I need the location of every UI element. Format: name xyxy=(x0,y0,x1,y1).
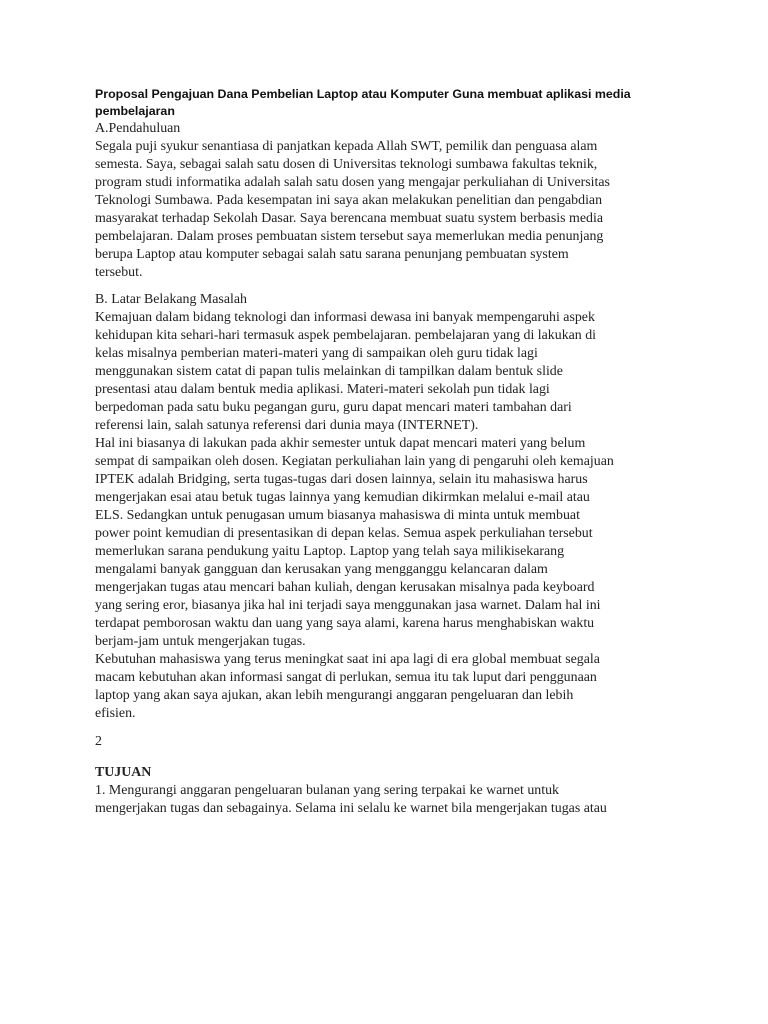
section-a-heading: A.Pendahuluan xyxy=(95,121,181,136)
text-line: macam kebutuhan akan informasi sangat di perlukan, semua itu tak luput dari penggunaan xyxy=(95,670,597,685)
text-line: masyarakat terhadap Sekolah Dasar. Saya berencana membuat suatu system berbasis media xyxy=(95,211,603,226)
text-line: menggunakan sistem catat di papan tulis melainkan di tampilkan dalam bentuk slide xyxy=(95,364,563,379)
text-line: IPTEK adalah Bridging, serta tugas-tugas dari dosen lainnya, selain itu mahasiswa harus xyxy=(95,472,588,487)
text-line: yang sering eror, biasanya jika hal ini terjadi saya menggunakan jasa warnet. Dalam hal ini xyxy=(95,598,601,613)
text-line: laptop yang akan saya ajukan, akan lebih mengurangi anggaran pengeluaran dan lebih xyxy=(95,688,574,703)
text-line: kehidupan kita sehari-hari termasuk aspek pembelajaran. pembelajaran yang di lakukan di xyxy=(95,328,597,343)
text-line: mengalami banyak gangguan dan kerusakan yang mengganggu kelancaran dalam xyxy=(95,562,548,577)
text-line: ELS. Sedangkan untuk penugasan umum biasanya mahasiswa di minta untuk membuat xyxy=(95,508,580,523)
title-line: Proposal Pengajuan Dana Pembelian Laptop atau Komputer Guna membuat aplikasi media xyxy=(95,87,631,101)
section-b-heading: B. Latar Belakang Masalah xyxy=(95,292,247,307)
text-line: efisien. xyxy=(95,706,136,721)
section-a-paragraph xyxy=(95,138,685,282)
text-line: Kebutuhan mahasiswa yang terus meningkat saat ini apa lagi di era global membuat segala xyxy=(95,652,600,667)
text-line: 1. Mengurangi anggaran pengeluaran bulanan yang sering terpakai ke warnet untuk xyxy=(95,783,560,798)
document-page xyxy=(95,86,685,818)
text-line: presentasi atau dalam bentuk media aplikasi. Materi-materi sekolah pun tidak lagi xyxy=(95,382,550,397)
section-b-paragraph-1 xyxy=(95,309,685,435)
title-line: pembelajaran xyxy=(95,104,175,118)
text-line: Kemajuan dalam bidang teknologi dan informasi dewasa ini banyak mempengaruhi aspek xyxy=(95,310,595,325)
text-line: memerlukan sarana pendukung yaitu Laptop. Laptop yang telah saya milikisekarang xyxy=(95,544,565,559)
document-title xyxy=(95,86,685,120)
page-number: 2 xyxy=(95,734,102,749)
tujuan-item-1 xyxy=(95,782,685,818)
section-b-paragraph-3 xyxy=(95,651,685,723)
text-line: program studi informatika adalah salah satu dosen yang mengajar perkuliahan di Universitas xyxy=(95,175,610,190)
text-line: berjam-jam untuk mengerjakan tugas. xyxy=(95,634,306,649)
text-line: terdapat pemborosan waktu dan uang yang saya alami, karena harus menghabiskan waktu xyxy=(95,616,595,631)
text-line: pembelajaran. Dalam proses pembuatan sistem tersebut saya memerlukan media penunjang xyxy=(95,229,604,244)
text-line: Segala puji syukur senantiasa di panjatkan kepada Allah SWT, pemilik dan penguasa alam xyxy=(95,139,598,154)
text-line: mengerjakan tugas atau mencari bahan kuliah, dengan kerusakan misalnya pada keyboard xyxy=(95,580,595,595)
text-line: Teknologi Sumbawa. Pada kesempatan ini saya akan melakukan penelitian dan pengabdian xyxy=(95,193,603,208)
tujuan-heading: TUJUAN xyxy=(95,765,152,780)
text-line: Hal ini biasanya di lakukan pada akhir semester untuk dapat mencari materi yang belum xyxy=(95,436,586,451)
text-line: mengerjakan esai atau betuk tugas lainnya yang kemudian dikirmkan melalui e-mail atau xyxy=(95,490,590,505)
section-b-paragraph-2 xyxy=(95,435,685,651)
text-line: berpedoman pada satu buku pegangan guru, guru dapat mencari materi tambahan dari xyxy=(95,400,572,415)
text-line: referensi lain, salah satunya referensi dari dunia maya (INTERNET). xyxy=(95,418,479,433)
text-line: tersebut. xyxy=(95,265,143,280)
text-line: sempat di sampaikan oleh dosen. Kegiatan perkuliahan lain yang di pengaruhi oleh kemajuan xyxy=(95,454,614,469)
text-line: mengerjakan tugas dan sebagainya. Selama ini selalu ke warnet bila mengerjakan tugas atau xyxy=(95,801,607,816)
text-line: berupa Laptop atau komputer sebagai salah satu sarana penunjang pembuatan system xyxy=(95,247,569,262)
text-line: power point kemudian di presentasikan di depan kelas. Semua aspek perkuliahan tersebut xyxy=(95,526,593,541)
text-line: kelas misalnya pemberian materi-materi yang di sampaikan oleh guru tidak lagi xyxy=(95,346,538,361)
text-line: semesta. Saya, sebagai salah satu dosen di Universitas teknologi sumbawa fakultas teknik, xyxy=(95,157,598,172)
